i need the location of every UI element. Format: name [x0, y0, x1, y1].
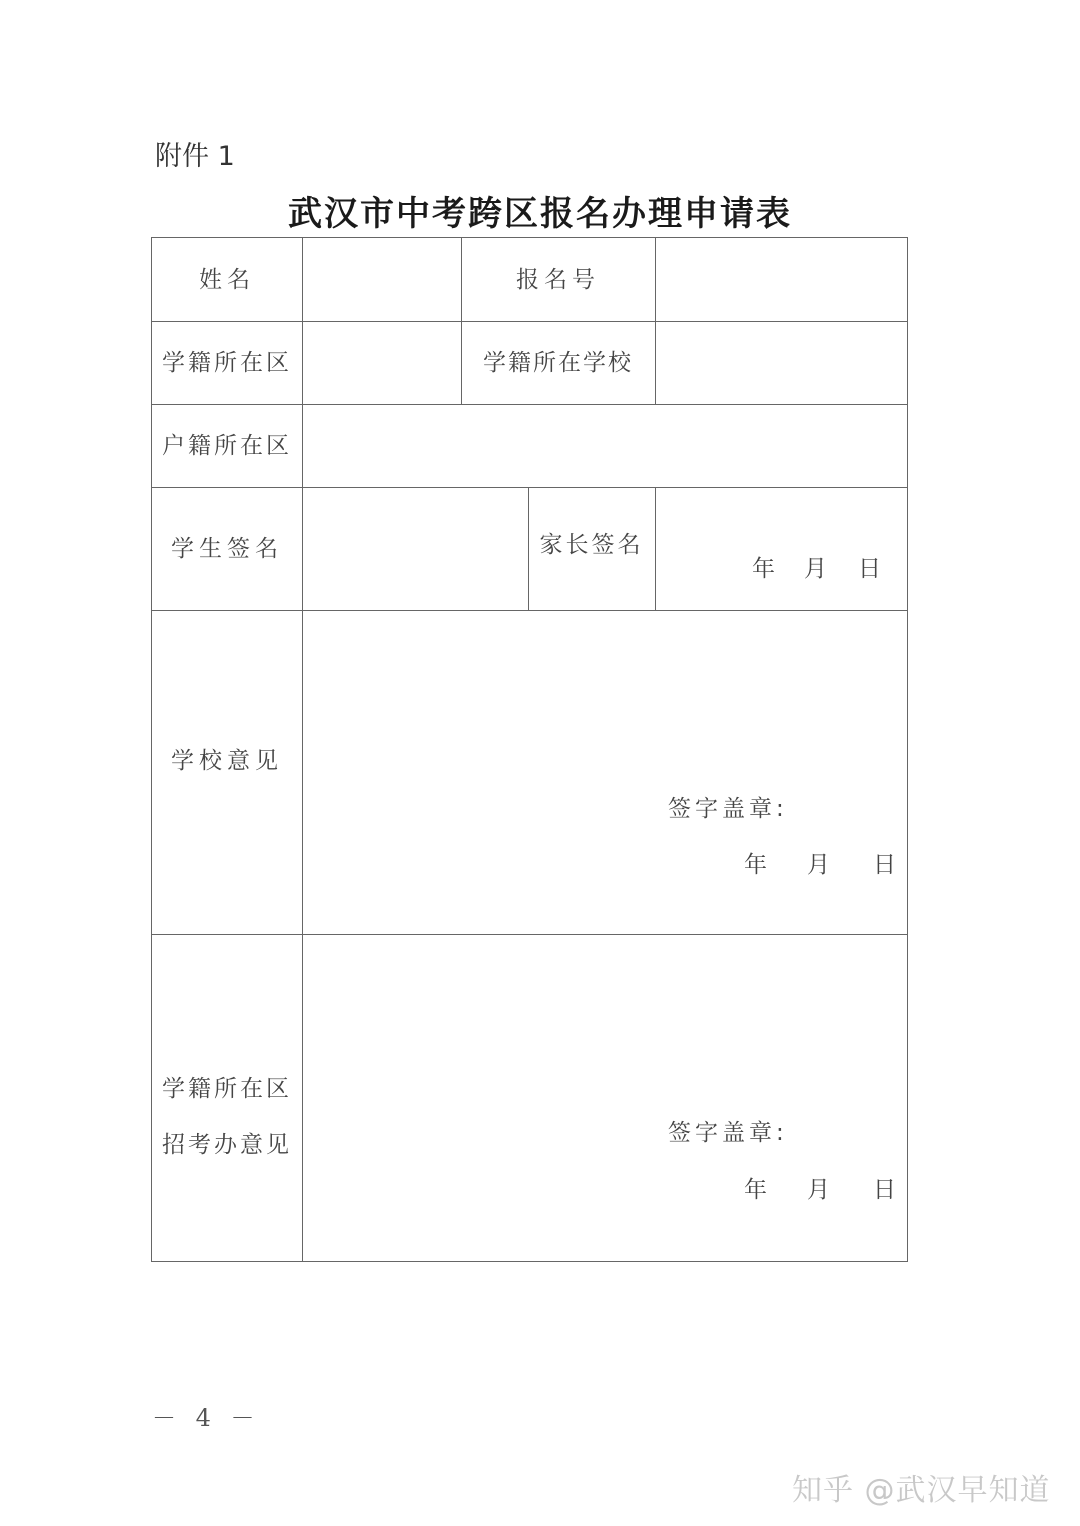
page-number: － 4 － — [152, 1404, 261, 1432]
office-opinion-date — [744, 1171, 896, 1204]
date-day: 日 — [873, 1177, 896, 1203]
school-label: 学籍所在学校 — [483, 349, 633, 376]
registration-number-label: 报名号 — [516, 266, 600, 293]
date-year: 年 — [752, 556, 775, 582]
column-divider — [302, 238, 303, 1261]
school-district-label: 学籍所在区 — [162, 349, 292, 376]
application-form-table — [151, 237, 908, 1262]
parent-sign-date — [752, 550, 881, 583]
school-sign-stamp-label: 签字盖章: — [668, 796, 788, 822]
parent-signature-label: 家长签名 — [539, 531, 644, 558]
name-label: 姓名 — [199, 266, 255, 293]
student-signature-label: 学生签名 — [171, 535, 283, 562]
date-year: 年 — [744, 852, 767, 878]
date-day: 日 — [873, 852, 896, 878]
date-day: 日 — [858, 556, 881, 582]
school-opinion-label: 学校意见 — [171, 748, 283, 774]
office-opinion-line2: 招考办意见 — [162, 1131, 292, 1158]
attachment-label: 附件 1 — [155, 141, 235, 172]
office-opinion-line1: 学籍所在区 — [162, 1075, 292, 1102]
date-month: 月 — [804, 556, 827, 582]
hukou-district-label: 户籍所在区 — [162, 432, 292, 459]
date-month: 月 — [807, 1177, 830, 1203]
district-office-opinion-label — [152, 934, 302, 1261]
date-year: 年 — [744, 1177, 767, 1203]
school-opinion-date — [744, 846, 896, 879]
date-month: 月 — [807, 852, 830, 878]
office-sign-stamp-label: 签字盖章: — [668, 1120, 788, 1146]
column-divider — [655, 238, 656, 404]
column-divider — [655, 487, 656, 610]
watermark: 知乎 @武汉早知道 — [792, 1473, 1051, 1508]
form-title: 武汉市中考跨区报名办理申请表 — [288, 194, 792, 234]
